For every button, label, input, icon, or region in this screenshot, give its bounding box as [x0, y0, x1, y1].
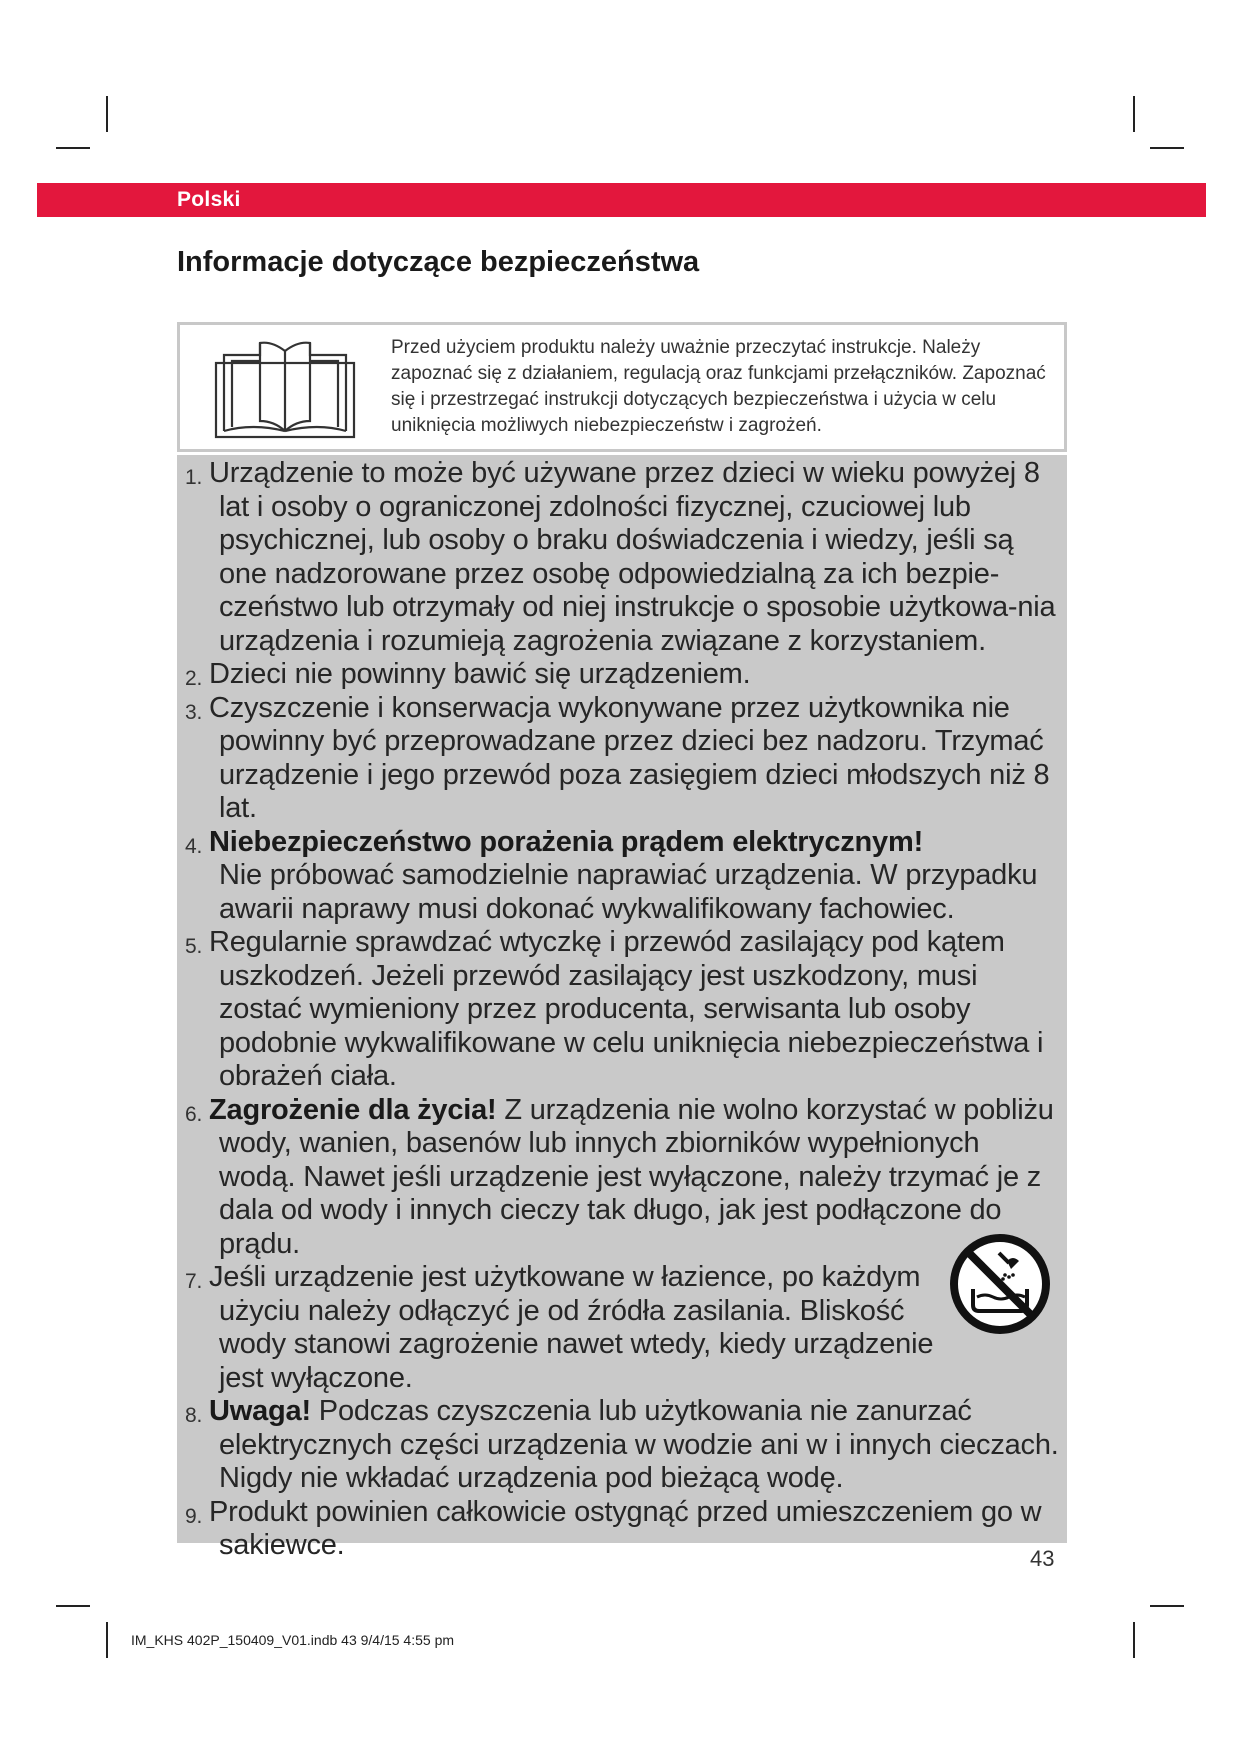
crop-mark — [56, 1605, 90, 1607]
crop-mark — [1150, 147, 1184, 149]
item-number: 5. — [185, 935, 203, 958]
list-item — [185, 1261, 1061, 1395]
crop-mark — [1133, 96, 1135, 132]
intro-box — [177, 322, 1067, 452]
crop-mark — [106, 1622, 108, 1658]
item-body — [209, 1094, 1061, 1262]
item-number: 7. — [185, 1270, 203, 1293]
list-item — [185, 826, 1061, 927]
crop-mark — [106, 96, 108, 132]
page-title: Informacje dotyczące bezpieczeństwa — [177, 246, 700, 278]
print-footer: IM_KHS 402P_150409_V01.indb 43 9/4/15 4:55 pm — [131, 1632, 455, 1648]
item-text: Jeśli urządzenie jest użytkowane w łazience, po każdym użyciu należy odłączyć je od źródła zasilania. Bliskość wody stanowi zagrożenie nawet wtedy, kiedy urządzenie jest wyłączone. — [209, 1261, 934, 1394]
item-number: 3. — [185, 700, 203, 724]
item-text: Podczas czyszczenia lub użytkowania nie zanurzać elektrycznych części urządzenia w wodzie ani w i innych cieczach. Nigdy nie wkładać urządzenia pod bieżącą wodę. — [219, 1395, 1059, 1494]
list-item — [185, 692, 1061, 826]
item-number: 6. — [185, 1102, 203, 1126]
warning-heading: Zagrożenie dla życia! — [209, 1093, 497, 1126]
item-number: 1. — [185, 466, 203, 489]
item-text: Urządzenie to może być używane przez dzieci w wieku powyżej 8 lat i osoby o ograniczonej zdolności fizycznej, czuciowej lub psychicznej, lub osoby o braku doświadczenia i wiedzy, jeśli są one nadzorowane przez osobę odpowiedzialną za ich bezpie-czeństwo lub otrzymały od niej instrukcje o sposobie użytkowa-nia urządzenia i rozumieją zagrożenia związane z korzystaniem. — [209, 457, 1056, 657]
crop-mark — [1150, 1605, 1184, 1607]
list-item — [185, 1395, 1061, 1496]
crop-mark — [1133, 1622, 1135, 1658]
item-text: Regularnie sprawdzać wtyczkę i przewód zasilający pod kątem uszkodzeń. Jeżeli przewód zasilający jest uszkodzony, musi zostać wymieniony przez producenta, serwisanta lub osoby podobnie wykwalifikowane w celu uniknięcia niebezpieczeństwa i obrażeń ciała. — [209, 926, 1044, 1092]
item-text: Z urządzenia nie wolno korzystać w pobliżu wody, wanien, basenów lub innych zbiorników wypełnionych wodą. Nawet jeśli urządzenie jest wyłączone, należy trzymać je z dala od wody i innych cieczy tak długo, jak jest podłączone do prądu. — [219, 1093, 1054, 1260]
list-item — [185, 1496, 1061, 1563]
crop-mark — [56, 147, 90, 149]
warning-heading: Uwaga! — [209, 1395, 311, 1427]
item-number: 9. — [185, 1504, 203, 1528]
item-body — [209, 826, 1061, 927]
item-text: Nie próbować samodzielnie naprawiać urządzenia. W przypadku awarii naprawy musi dokonać wykwalifikowany fachowiec. — [219, 859, 1038, 925]
item-number: 2. — [185, 667, 203, 690]
item-text: Produkt powinien całkowicie ostygnąć przed umieszczeniem go w sakiewce. — [209, 1495, 1042, 1561]
item-text: Czyszczenie i konserwacja wykonywane przez użytkownika nie powinny być przeprowadzane przez dzieci bez nadzoru. Trzymać urządzenie i jego przewód poza zasięgiem dzieci młodszych niż 8 lat. — [209, 691, 1050, 824]
language-label: Polski — [177, 188, 241, 211]
item-number: 4. — [185, 834, 203, 858]
list-item — [185, 457, 1061, 658]
language-bar — [37, 183, 1206, 217]
list-item — [185, 658, 1061, 692]
page-number: 43 — [1030, 1546, 1055, 1571]
item-body — [209, 1395, 1061, 1496]
item-text: Dzieci nie powinny bawić się urządzeniem. — [209, 658, 751, 690]
list-item — [185, 926, 1061, 1094]
intro-text: Przed użyciem produktu należy uważnie przeczytać instrukcje. Należy zapoznać się z działaniem, regulacją oraz funkcjami przełączników. Zapoznać się i przestrzegać instrukcji dotyczących bezpieczeństwa i użycia w celu uniknięcia możliwych niebezpieczeństw i zagrożeń. — [391, 337, 1046, 436]
no-bath-shower-icon — [947, 1231, 1053, 1337]
warning-heading: Niebezpieczeństwo porażenia prądem elektrycznym! — [209, 825, 924, 858]
list-item — [185, 1094, 1061, 1262]
item-number: 8. — [185, 1404, 203, 1427]
book-icon — [212, 337, 358, 441]
warnings-list — [185, 457, 1061, 1563]
